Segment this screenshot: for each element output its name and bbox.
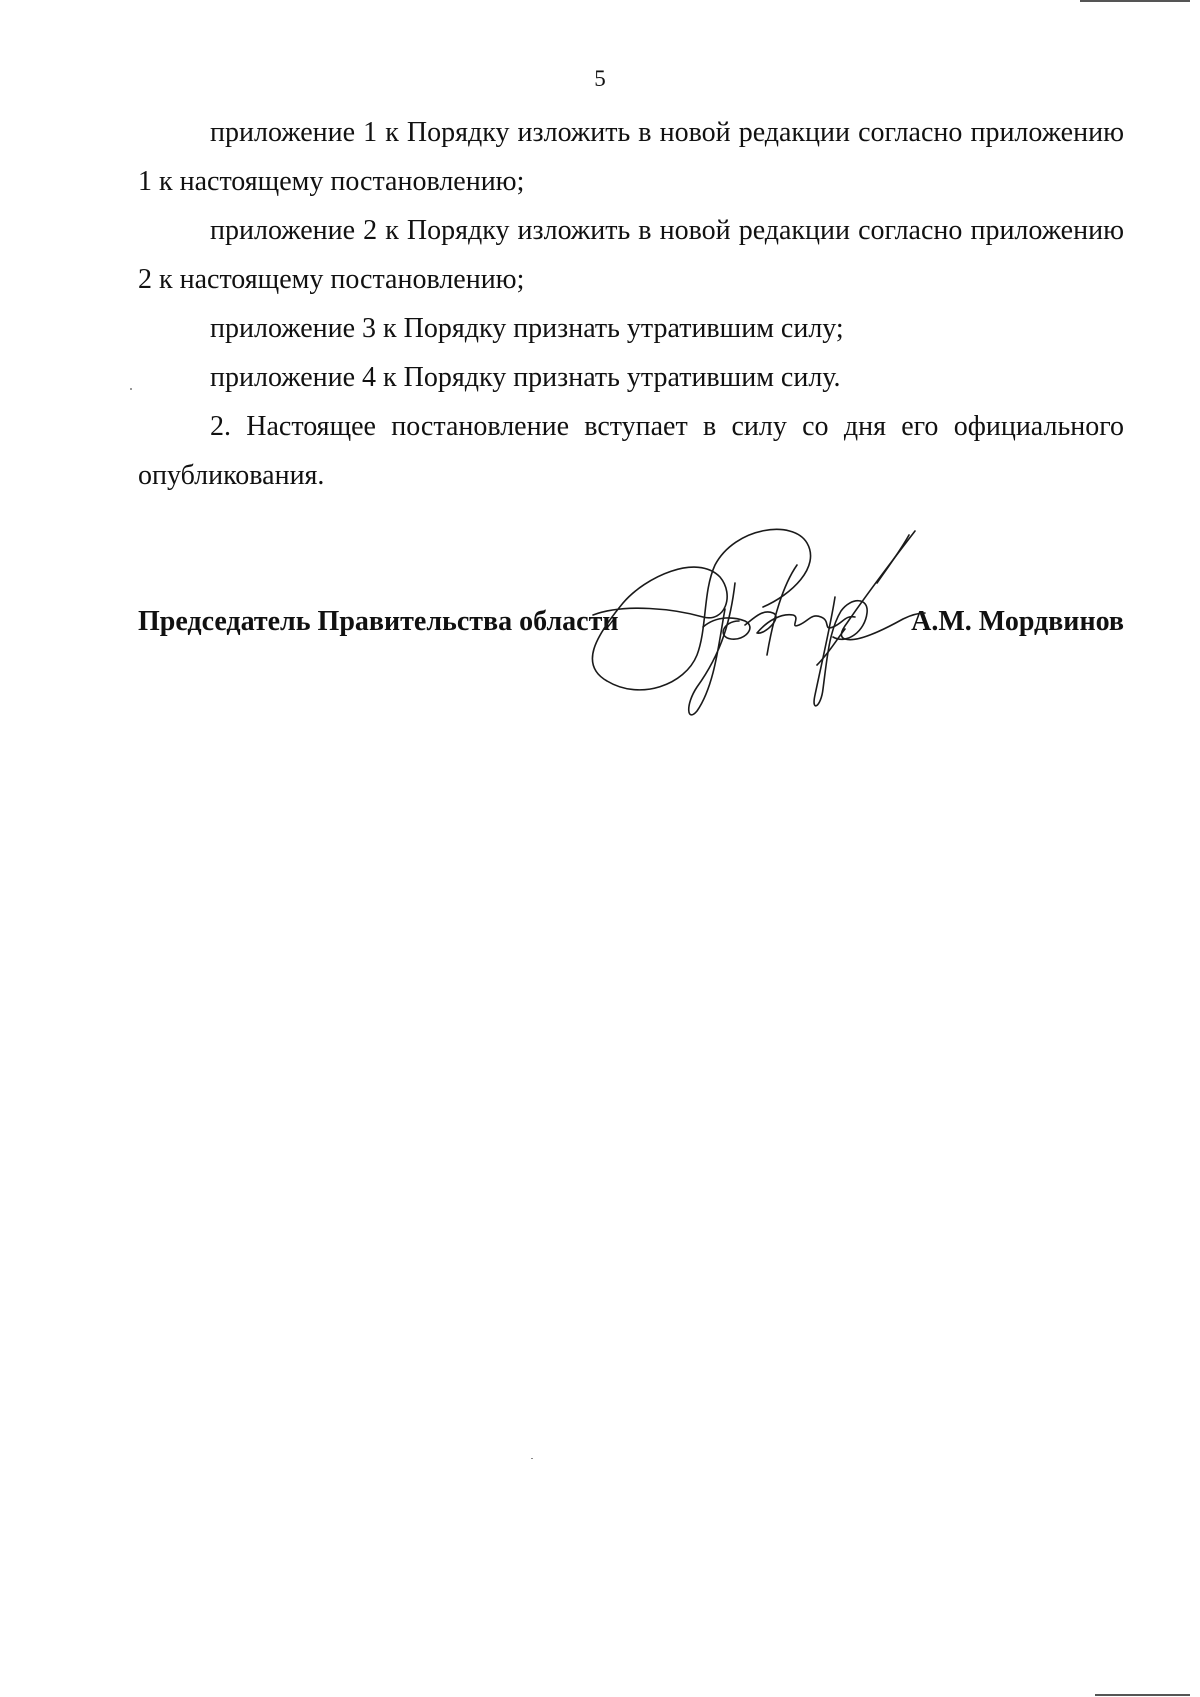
- handwritten-signature: [585, 525, 935, 730]
- paragraph-appendix-4: приложение 4 к Порядку признать утратившим силу.: [210, 362, 841, 393]
- signatory-position: Председатель Правительства области: [138, 606, 619, 637]
- page-number: 5: [594, 66, 606, 91]
- scan-edge-mark: [1095, 1694, 1190, 1696]
- signatory-name: А.М. Мордвинов: [911, 606, 1124, 637]
- paragraph-appendix-2: приложение 2 к Порядку изложить в новой редакции согласно приложению 2 к настоящему постановлению;: [138, 215, 1124, 295]
- scan-edge-mark: [1080, 0, 1190, 2]
- scan-speck: [130, 388, 132, 390]
- scan-speck: [531, 1458, 533, 1459]
- paragraph-effective-date: 2. Настоящее постановление вступает в силу со дня его официального опубликования.: [138, 411, 1124, 491]
- paragraph-appendix-3: приложение 3 к Порядку признать утратившим силу;: [210, 313, 844, 344]
- paragraph-appendix-1: приложение 1 к Порядку изложить в новой редакции согласно приложению 1 к настоящему постановлению;: [138, 117, 1124, 197]
- document-body: [138, 108, 1124, 500]
